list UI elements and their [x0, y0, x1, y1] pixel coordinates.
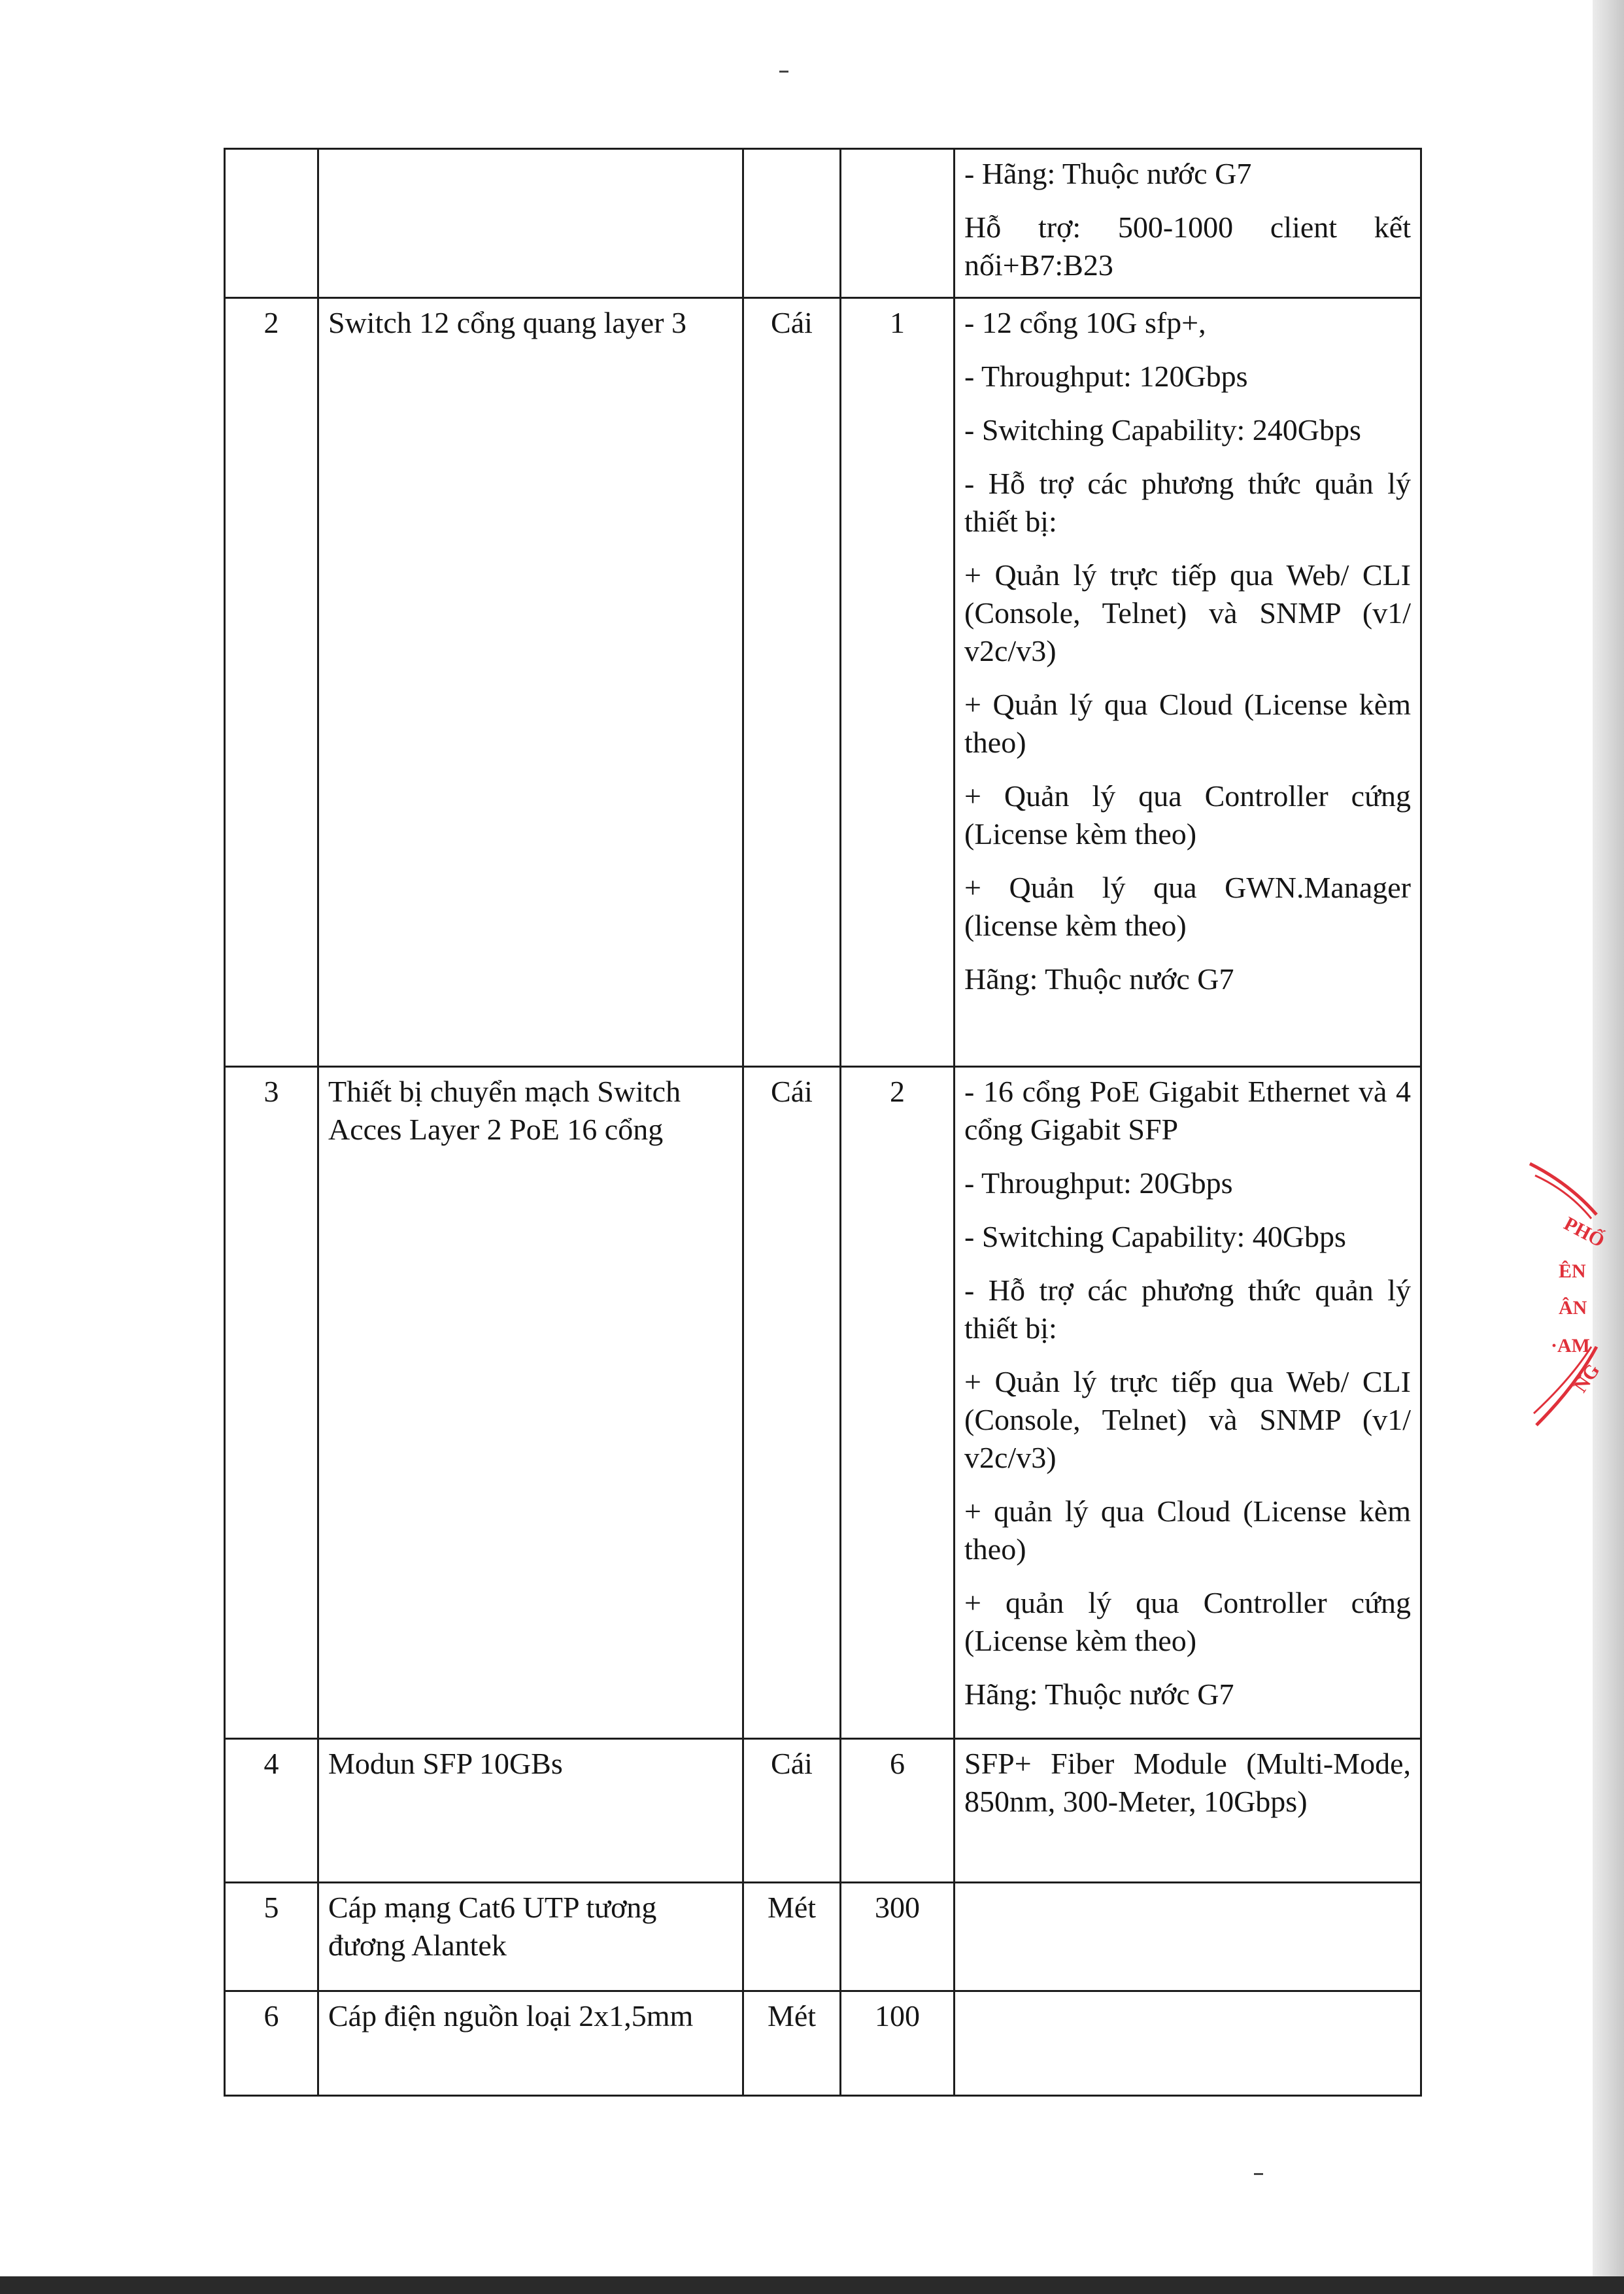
unit-cell: Cái — [743, 1067, 841, 1739]
item-name-cell: Thiết bị chuyển mạch Switch Acces Layer 2 PoE 16 cổng — [318, 1067, 743, 1739]
stamp-text-fragment: PHỐ — [1560, 1213, 1608, 1252]
spec-line: + Quản lý qua GWN.Manager (license kèm theo) — [964, 871, 1411, 942]
table-row — [225, 1883, 1421, 1991]
spec-line: - Throughput: 120Gbps — [964, 360, 1248, 393]
spec-line: - Switching Capability: 40Gbps — [964, 1220, 1346, 1253]
unit-cell: Cái — [743, 298, 841, 1067]
spec-line: + Quản lý qua Controller cứng (License kèm theo) — [964, 779, 1411, 851]
table-row — [225, 149, 1421, 298]
item-name-cell: Switch 12 cổng quang layer 3 — [318, 298, 743, 1067]
unit-cell: Mét — [743, 1883, 841, 1991]
quantity-cell: 300 — [841, 1883, 955, 1991]
row-number-cell: 6 — [225, 1991, 318, 2096]
row-number-cell: 3 — [225, 1067, 318, 1739]
spec-line: - Hỗ trợ các phương thức quản lý thiết bị: — [964, 467, 1411, 538]
table-row — [225, 1739, 1421, 1883]
quantity-cell: 2 — [841, 1067, 955, 1739]
unit-cell — [743, 149, 841, 298]
spec-line: - Hỗ trợ các phương thức quản lý thiết bị: — [964, 1274, 1411, 1345]
spec-line: - Switching Capability: 240Gbps — [964, 413, 1361, 447]
spec-line: - Throughput: 20Gbps — [964, 1166, 1233, 1200]
table-row — [225, 1067, 1421, 1739]
equipment-spec-table — [224, 148, 1422, 2097]
spec-line: + quản lý qua Cloud (License kèm theo) — [964, 1494, 1411, 1566]
row-number-cell: 5 — [225, 1883, 318, 1991]
spec-line: + Quản lý trực tiếp qua Web/ CLI (Console, Telnet) và SNMP (v1/ v2c/v3) — [964, 558, 1411, 667]
scan-speck — [779, 71, 788, 73]
spec-line: SFP+ Fiber Module (Multi-Mode, 850nm, 300-Meter, 10Gbps) — [964, 1747, 1411, 1818]
spec-line: - 16 cổng PoE Gigabit Ethernet và 4 cổng Gigabit SFP — [964, 1075, 1411, 1146]
scan-speck — [1254, 2173, 1263, 2175]
quantity-cell: 6 — [841, 1739, 955, 1883]
quantity-cell — [841, 149, 955, 298]
red-official-seal-fragment — [1523, 1151, 1608, 1438]
spec-cell — [955, 298, 1421, 1067]
spec-line: - Hãng: Thuộc nước G7 — [964, 157, 1252, 190]
spec-line: Hãng: Thuộc nước G7 — [964, 962, 1234, 996]
scan-bottom-edge — [0, 2276, 1624, 2294]
scan-right-edge-shadow — [1593, 0, 1624, 2294]
unit-cell: Mét — [743, 1991, 841, 2096]
row-number-cell: 4 — [225, 1739, 318, 1883]
quantity-cell: 100 — [841, 1991, 955, 2096]
stamp-text-fragment: NG — [1569, 1360, 1604, 1397]
unit-cell: Cái — [743, 1739, 841, 1883]
spec-line: + Quản lý qua Cloud (License kèm theo) — [964, 688, 1411, 759]
quantity-cell: 1 — [841, 298, 955, 1067]
item-name-cell — [318, 149, 743, 298]
spec-cell — [955, 149, 1421, 298]
spec-line: Hãng: Thuộc nước G7 — [964, 1678, 1234, 1711]
spec-line: Hỗ trợ: 500-1000 client kết nối+B7:B23 — [964, 211, 1411, 282]
stamp-text-fragment: ÂN — [1559, 1297, 1587, 1319]
table-row — [225, 298, 1421, 1067]
spec-cell — [955, 1991, 1421, 2096]
stamp-text-fragment: ÊN — [1559, 1260, 1586, 1282]
item-name-cell: Cáp điện nguồn loại 2x1,5mm — [318, 1991, 743, 2096]
row-number-cell — [225, 149, 318, 298]
spec-line: - 12 cổng 10G sfp+, — [964, 306, 1206, 339]
stamp-text-fragment: ·AM — [1551, 1335, 1590, 1357]
spec-cell — [955, 1883, 1421, 1991]
row-number-cell: 2 — [225, 298, 318, 1067]
spec-cell — [955, 1067, 1421, 1739]
item-name-cell: Modun SFP 10GBs — [318, 1739, 743, 1883]
spec-line: + quản lý qua Controller cứng (License kèm theo) — [964, 1586, 1411, 1657]
spec-line: + Quản lý trực tiếp qua Web/ CLI (Console, Telnet) và SNMP (v1/ v2c/v3) — [964, 1365, 1411, 1474]
item-name-cell: Cáp mạng Cat6 UTP tương đương Alantek — [318, 1883, 743, 1991]
table-row — [225, 1991, 1421, 2096]
spec-cell — [955, 1739, 1421, 1883]
